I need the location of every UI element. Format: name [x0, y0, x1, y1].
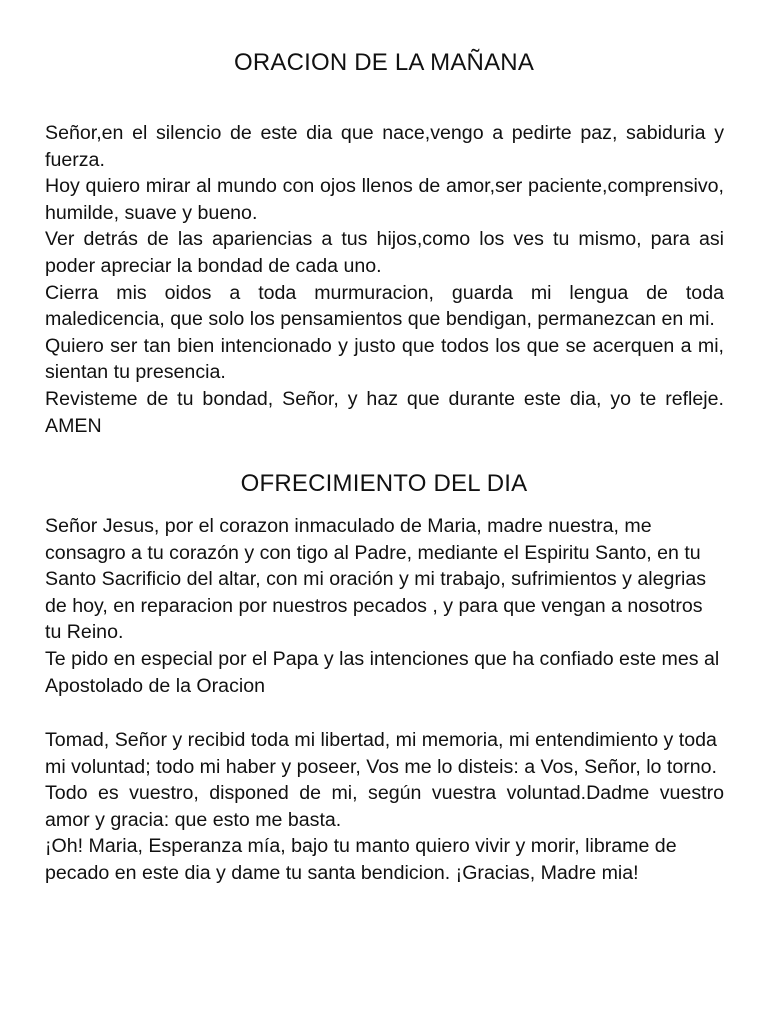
morning-prayer-title: ORACION DE LA MAÑANA — [233, 49, 535, 76]
morning-paragraph: Cierra mis oidos a toda murmuracion, guarda mi lengua de toda maledicencia, que solo los pensamientos que bendigan, permanezcan en mi. — [45, 281, 724, 331]
daily-offering-title: OFRECIMIENTO DEL DIA — [240, 470, 528, 497]
morning-paragraph: Hoy quiero mirar al mundo con ojos llenos de amor,ser paciente,comprensivo, humilde, suave y bueno. — [45, 175, 724, 224]
surrender-prayer-text — [45, 727, 724, 887]
surrender-paragraph: Tomad, Señor y recibid toda mi libertad, mi memoria, mi entendimiento y toda mi voluntad; todo mi haber y poseer, Vos me lo disteis: a Vos, Señor, lo torno. — [45, 729, 718, 778]
morning-paragraph: Señor,en el silencio de este dia que nace,vengo a pedirte paz, sabiduria y fuerza. — [45, 122, 724, 171]
surrender-paragraph: ¡Oh! Maria, Esperanza mía, bajo tu manto quiero vivir y morir, librame de pecado en este dia y dame tu santa bendicion. ¡Gracias, Madre mia! — [45, 835, 677, 884]
morning-paragraph: Revisteme de tu bondad, Señor, y haz que durante este dia, yo te refleje. AMEN — [45, 387, 724, 437]
morning-paragraph: Ver detrás de las apariencias a tus hijos,como los ves tu mismo, para asi poder apreciar la bondad de cada uno. — [45, 228, 724, 277]
offering-paragraph: Te pido en especial por el Papa y las intenciones que ha confiado este mes al Apostolado de la Oracion — [45, 647, 720, 697]
surrender-paragraph: Todo es vuestro, disponed de mi, según vuestra voluntad.Dadme vuestro amor y gracia: que esto me basta. — [45, 782, 724, 831]
daily-offering-text — [45, 513, 724, 699]
morning-prayer-text — [45, 120, 724, 439]
morning-paragraph: Quiero ser tan bien intencionado y justo que todos los que se acerquen a mi, sientan tu presencia. — [45, 334, 724, 384]
offering-paragraph: Señor Jesus, por el corazon inmaculado de Maria, madre nuestra, me consagro a tu corazón y con tigo al Padre, mediante el Espiritu Santo, en tu Santo Sacrificio del altar, con mi oración y mi trabajo, sufrimientos y alegrias de hoy, en reparacion por nuestros pecados , y para que vengan a nosotros tu Reino. — [45, 515, 707, 644]
